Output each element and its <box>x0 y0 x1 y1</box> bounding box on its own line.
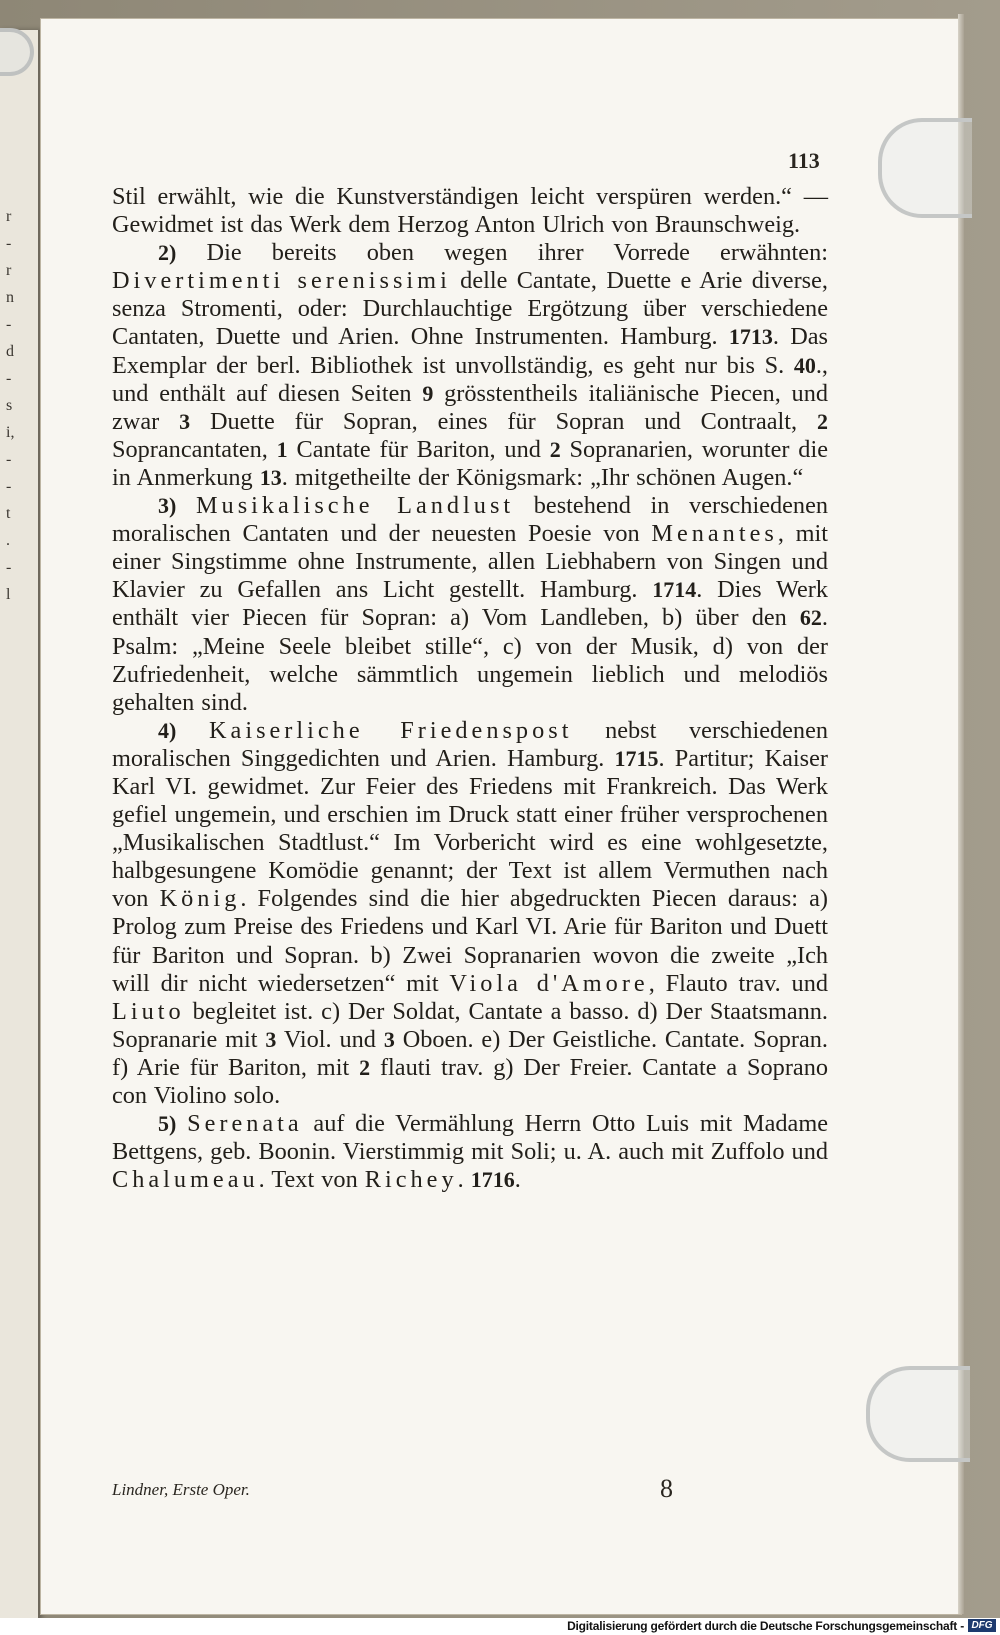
paragraph <box>112 239 828 492</box>
text-run: . mitgetheilte der Königsmark: „Ihr schönen Augen.“ <box>281 463 804 491</box>
number: 1 <box>276 436 288 462</box>
text-run: . <box>514 1166 521 1194</box>
signature-mark: 8 <box>660 1474 673 1503</box>
prev-page-fragment: - <box>6 451 12 468</box>
number: 3 <box>265 1026 277 1052</box>
text-run: . Text von <box>258 1166 365 1194</box>
text-run: . Psalm: „Meine Seele bleibet stille“, c) von der Musik, d) von der Zufriedenheit, welche sämmtlich ungemein lieblich und melodiös gehalten sind. <box>112 604 828 716</box>
text-run <box>176 1110 187 1137</box>
text-run: auf die Vermählung Herrn Otto Luis mit Madame Bettgens, geb. Boonin. Vierstimmig mit Soli; u. A. auch mit Zuffolo und <box>112 1110 828 1166</box>
number: 3) <box>158 493 177 519</box>
number: 2 <box>817 408 828 434</box>
number: 3 <box>383 1026 395 1052</box>
prev-page-fragment: - <box>6 478 12 495</box>
spaced-title: Kaiserliche Friedenspost <box>208 716 573 744</box>
text-run: flauti trav. g) Der Freier. Cantate a Soprano con Violino solo. <box>112 1053 828 1109</box>
number: 3 <box>179 408 191 434</box>
text-run: . Partitur; Kaiser Karl VI. gewidmet. Zur Feier des Friedens mit Frankreich. Das Werk gefiel ungemein, und erschien im Druck statt einer früher versprochenen „Musikalischen Stadtlust.“ Im Vorbericht wird es eine wohlgesetzte, halbgesungene Komödie genannt; der Text ist allem Vermuthen nach von <box>112 744 828 913</box>
text-run: , Flauto trav. und <box>648 969 828 997</box>
text-run: Duette für Sopran, eines für Sopran und Contraalt, <box>190 407 817 435</box>
spaced-title: Musikalische Landlust <box>195 492 515 520</box>
spaced-title: Chalumeau <box>112 1166 259 1194</box>
number: 2 <box>359 1054 371 1080</box>
text-run: . <box>457 1166 471 1194</box>
text-run: Sopranarien, worunter die in Anmerkung <box>112 435 828 491</box>
text-run: delle Cantate, Duette e Arie diverse, senza Stromenti, oder: Durchlauchtige Ergötzung über verschiedene Cantaten, Duette und Arien. Ohne Instrumenten. Hamburg. <box>112 267 828 351</box>
number: 4) <box>158 717 177 743</box>
page-number: 113 <box>788 148 820 173</box>
text-run: . Folgendes sind die hier abgedruckten Piecen daraus: a) Prolog zum Preise des Friedens und Karl VI. Arie für Bariton und Duett für Bariton und Sopran. b) Zwei Sopranarien wovon die zweite „Ich will dir nicht wiedersetzen“ mit <box>112 885 828 997</box>
prev-page-fragment: - <box>6 370 12 387</box>
text-run: Die bereits oben wegen ihrer Vorrede erwähnten: <box>176 239 828 267</box>
prev-page-fragment: d <box>6 343 14 360</box>
text-run: bestehend in verschiedenen moralischen Cantaten und der neuesten Poesie von <box>112 492 829 548</box>
number: 13 <box>259 464 282 490</box>
prev-page-fragment: r <box>6 262 12 279</box>
prev-page-fragment: n <box>6 289 14 306</box>
spaced-title: König <box>159 885 241 913</box>
text-run: Viol. und <box>276 1025 384 1053</box>
number: 1715 <box>614 745 659 771</box>
paragraph <box>112 1110 828 1194</box>
book-clamp-top-right <box>878 118 972 218</box>
text-run: . Das Exemplar der berl. Bibliothek ist unvollständig, es geht nur bis S. <box>112 323 829 379</box>
text-run: Soprancantaten, <box>112 435 277 463</box>
spaced-title: Divertimenti serenissimi <box>112 267 451 295</box>
text-run: nebst verschiedenen moralischen Singgedichten und Arien. Hamburg. <box>112 716 828 772</box>
prev-page-fragment: i, <box>6 424 15 441</box>
number: 2 <box>549 436 561 462</box>
paragraph <box>112 717 828 1110</box>
paragraph <box>112 492 828 717</box>
dfg-logo: DFG <box>968 1619 996 1632</box>
text-run: begleitet ist. c) Der Soldat, Cantate a basso. d) Der Staatsmann. Sopranarie mit <box>112 997 828 1053</box>
number: 5) <box>158 1111 177 1137</box>
text-run: Oboen. e) Der Geistliche. Cantate. Sopran. f) Arie für Bariton, mit <box>112 1025 828 1081</box>
text-run: . Dies Werk enthält vier Piecen für Sopran: a) Vom Landleben, b) über den <box>112 576 828 632</box>
prev-page-fragment: - <box>6 235 12 252</box>
text-run <box>176 717 209 744</box>
number: 9 <box>422 380 434 406</box>
previous-page-edge <box>0 30 40 1620</box>
number: 1716 <box>470 1167 515 1193</box>
spaced-title: Viola d'Amore <box>449 969 649 997</box>
number: 1713 <box>728 324 773 350</box>
number: 2) <box>158 240 177 266</box>
text-run: Cantate für Bariton, und <box>287 435 550 463</box>
prev-page-fragment: . <box>6 532 10 549</box>
digitization-credit: Digitalisierung gefördert durch die Deutsche Forschungsgemeinschaft - <box>567 1619 964 1633</box>
prev-page-fragment: l <box>6 586 11 603</box>
spaced-title: Liuto <box>112 997 185 1025</box>
text-run <box>176 492 196 519</box>
prev-page-fragment: - <box>6 316 12 333</box>
text-run: grösstentheils italiänische Piecen, und zwar <box>112 379 828 435</box>
spaced-title: Serenata <box>187 1110 303 1138</box>
prev-page-fragment: t <box>6 505 11 522</box>
prev-page-fragment: s <box>6 397 13 414</box>
text-run: , mit einer Singstimme ohne Instrumente, allen Liebhabern von Singen und Klavier zu Gefallen ans Licht gestellt. Hamburg. <box>112 520 828 604</box>
text-run: ., und enthält auf diesen Seiten <box>112 351 828 407</box>
spaced-title: Menantes <box>651 520 778 548</box>
book-clamp-bottom-right <box>866 1366 970 1462</box>
number: 40 <box>793 352 816 378</box>
text-run: Stil erwählt, wie die Kunstverständigen leicht verspüren werden.“ — Gewidmet ist das Werk dem Herzog Anton Ulrich von Braunschweig. <box>112 183 828 239</box>
body-text <box>112 183 828 1194</box>
prev-page-fragment: r <box>6 208 12 225</box>
paragraph <box>112 183 828 239</box>
number: 1714 <box>652 577 697 603</box>
running-footer: Lindner, Erste Oper. <box>112 1480 250 1499</box>
spaced-title: Richey <box>364 1166 458 1194</box>
number: 62 <box>799 605 822 631</box>
prev-page-fragment: - <box>6 559 12 576</box>
